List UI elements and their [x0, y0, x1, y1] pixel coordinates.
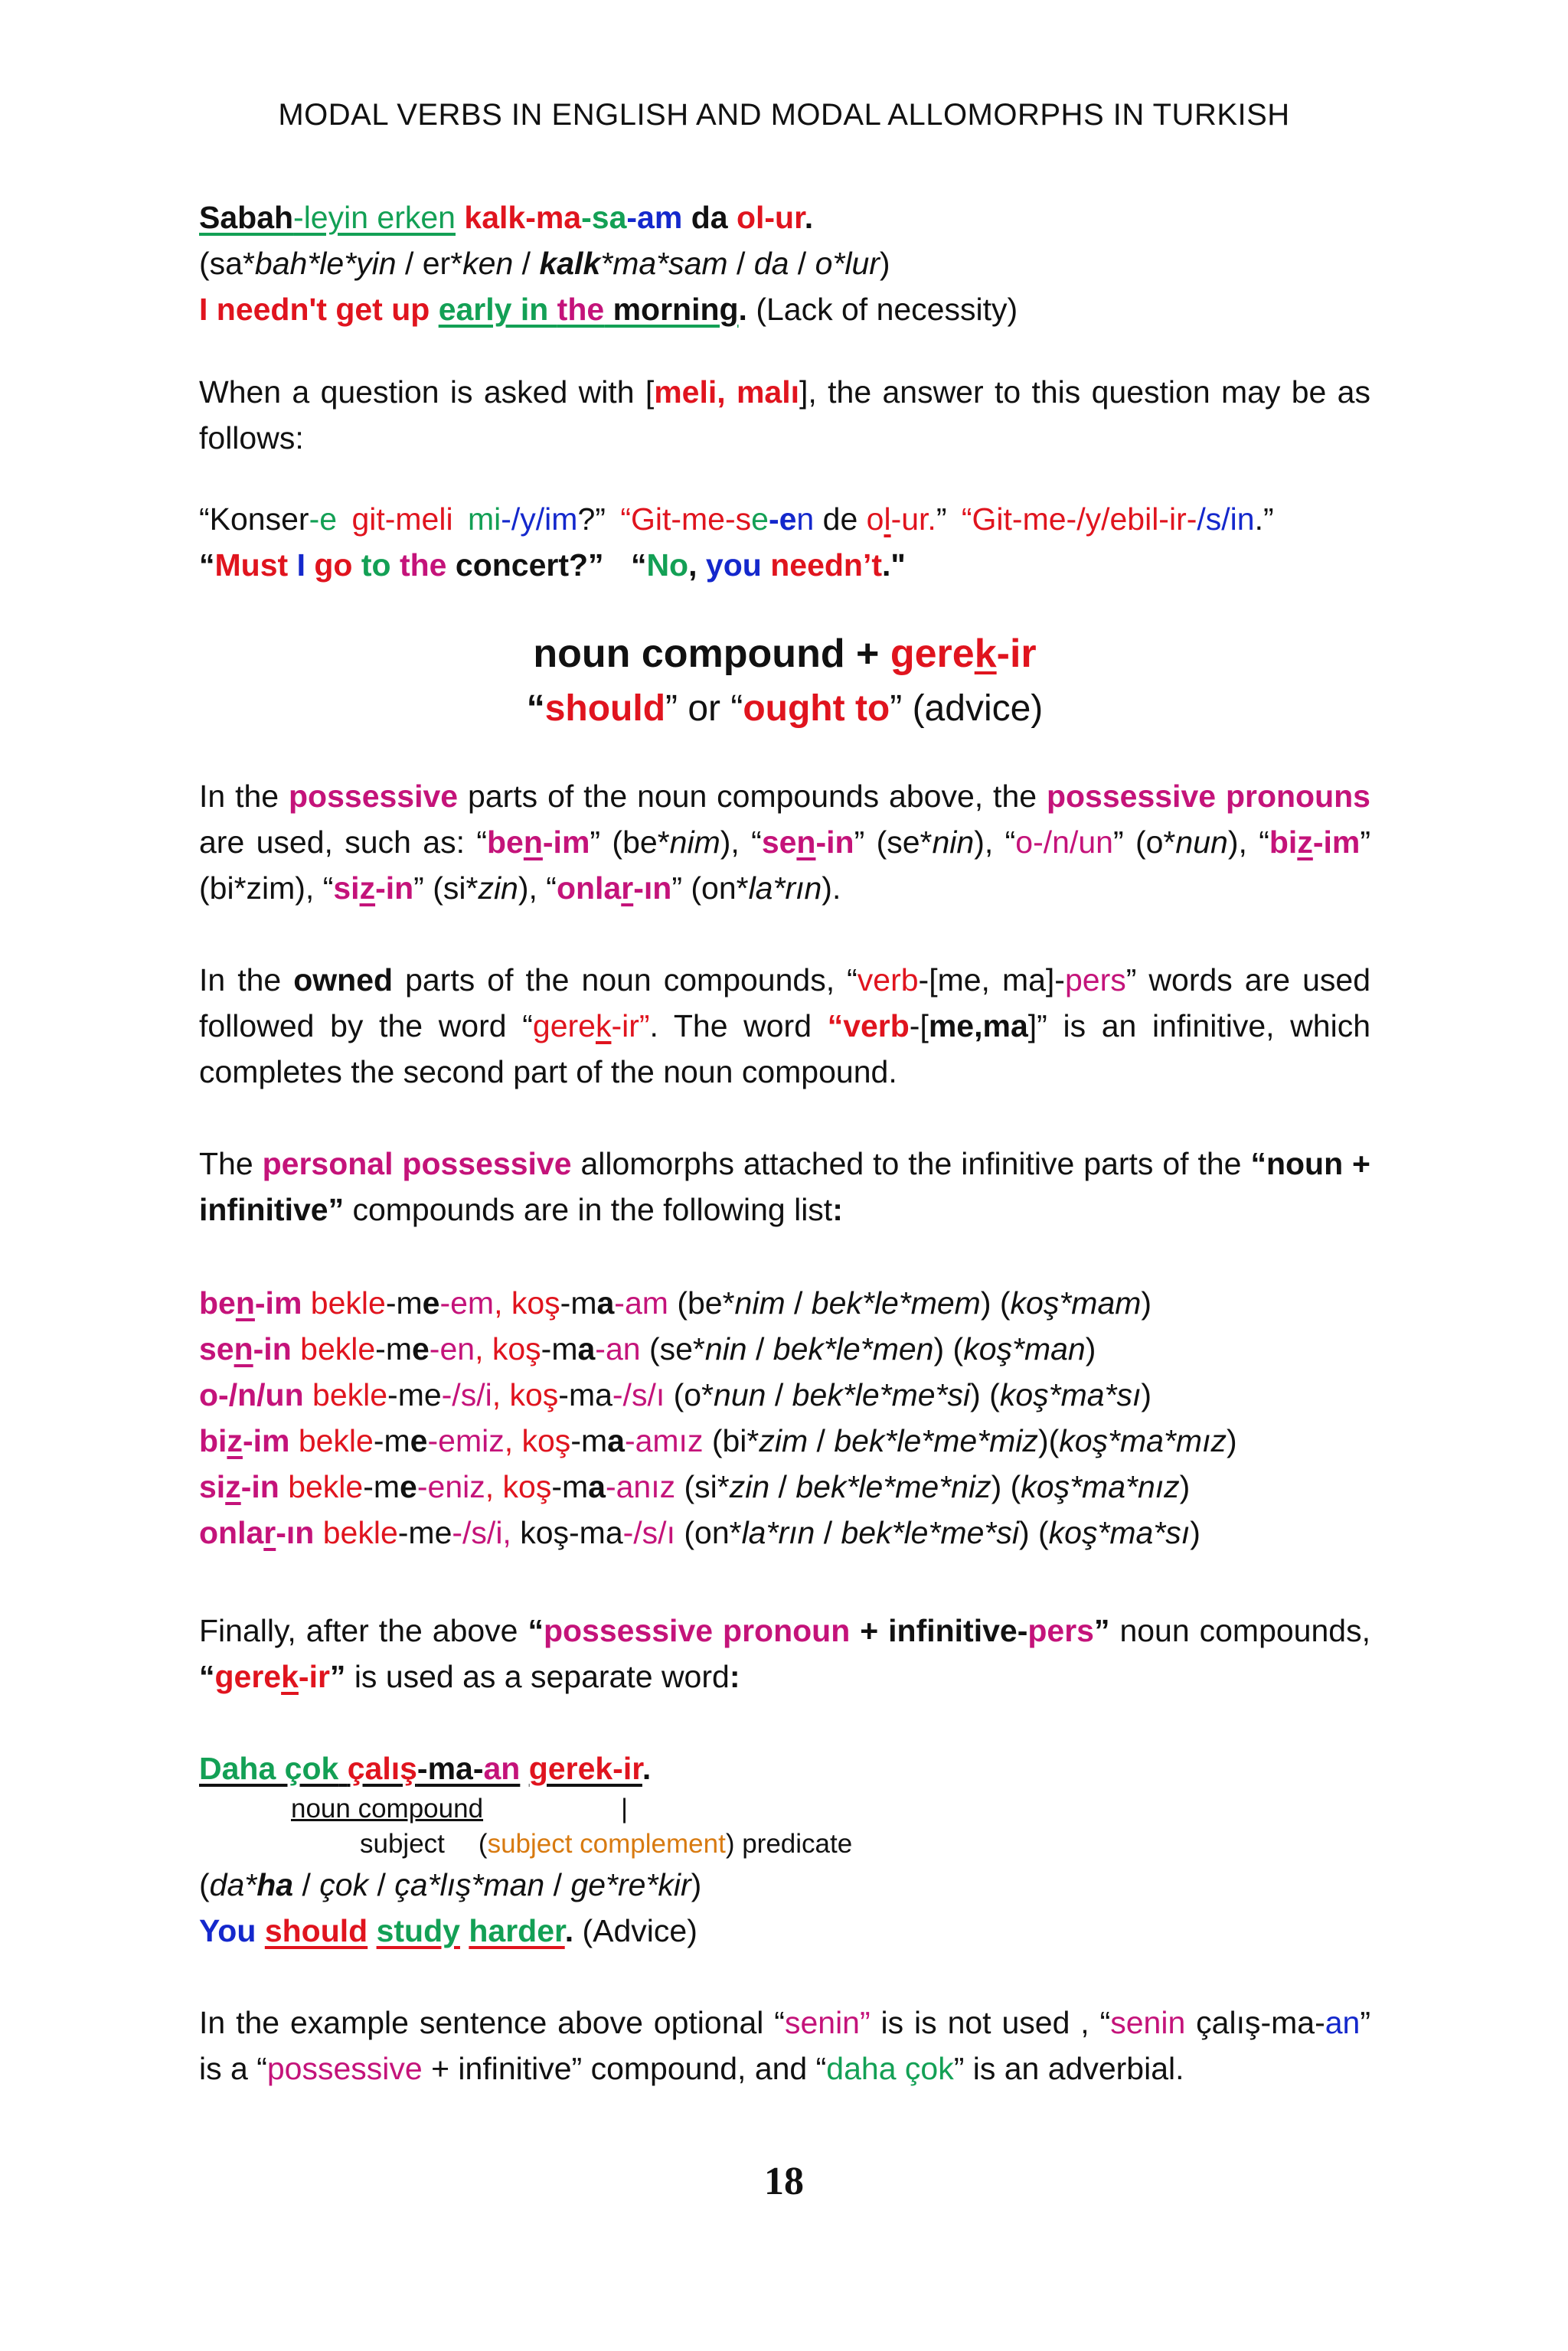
running-header: MODAL VERBS IN ENGLISH AND MODAL ALLOMORPHS IN TURKISH: [278, 98, 1290, 132]
paragraph-explanation: In the example sentence above optional “senin” is is not used , “senin çalış-ma-an” is a “possessive + infinitive” compound, and “daha çok” is an adverbial.: [199, 2005, 1370, 2086]
page-number: 18: [764, 2160, 804, 2203]
conjugation-row: biz-im bekle-me-emiz, koş-ma-amız (bi*zim / bek*le*me*miz)(koş*ma*mız): [199, 1423, 1237, 1458]
example-1: [199, 194, 1370, 332]
example-1-english: I needn't get up early in the morning. (Lack of necessity): [199, 292, 1018, 327]
example-1-turkish: Sabah-leyin erken kalk-ma-sa-am da ol-ur.: [199, 200, 814, 235]
example-1-pronunciation: (sa*bah*le*yin / er*ken / kalk*ma*sam / da / o*lur): [199, 246, 890, 281]
paragraph-possessive: In the possessive parts of the noun compounds above, the possessive pronouns are used, such as: “ben-im” (be*nim), “sen-in” (se*nin), “o-/n/un” (o*nun), “biz-im” (bi*zim), “siz-in” (si*zin), “onlar-ın” (on*la*rın).: [199, 779, 1370, 906]
paragraph-owned: In the owned parts of the noun compounds, “verb-[me, ma]-pers” words are used followed by the word “gerek-ir”. The word “verb-[me,ma]” is an infinitive, which completes the second part of the noun compound.: [199, 962, 1370, 1089]
dialog-english: “Must I go to the concert?” “No, you needn’t.": [199, 547, 906, 583]
section-title-line-1: noun compound + gerek-ir: [533, 632, 1037, 676]
example-dialog: [199, 496, 1370, 588]
example-2-english: You should study harder. (Advice): [199, 1913, 697, 1948]
conjugation-row: ben-im bekle-me-em, koş-ma-am (be*nim / bek*le*mem) (koş*mam): [199, 1285, 1152, 1321]
example-2-pronunciation: (da*ha / çok / ça*lış*man / ge*re*kir): [199, 1867, 702, 1902]
paragraph-personal-possessive: The personal possessive allomorphs attached to the infinitive parts of the “noun + infinitive” compounds are in the following list:: [199, 1146, 1370, 1227]
conjugation-row: o-/n/un bekle-me-/s/i, koş-ma-/s/ı (o*nun / bek*le*me*si) (koş*ma*sı): [199, 1377, 1152, 1412]
section-title-line-2: “should” or “ought to” (advice): [526, 688, 1044, 729]
section-title: [199, 626, 1370, 736]
conjugation-list: [199, 1280, 1370, 1556]
example-2-grammar-labels: subject (subject complement) predicate: [360, 1829, 853, 1859]
dialog-turkish: “Konser-e git-meli mi-/y/im?” “Git-me-se-en de ol-ur.” “Git-me-/y/ebil-ir-/s/in.”: [199, 501, 1274, 537]
conjugation-row: onlar-ın bekle-me-/s/i, koş-ma-/s/ı (on*la*rın / bek*le*me*si) (koş*ma*sı): [199, 1515, 1200, 1550]
conjugation-row: sen-in bekle-me-en, koş-ma-an (se*nin / bek*le*men) (koş*man): [199, 1331, 1096, 1367]
paragraph-finally: Finally, after the above “possessive pronoun + infinitive-pers” noun compounds, “gerek-ir” is used as a separate word:: [199, 1613, 1370, 1694]
conjugation-row: siz-in bekle-me-eniz, koş-ma-anız (si*zin / bek*le*me*niz) (koş*ma*nız): [199, 1469, 1191, 1504]
example-2: [199, 1745, 1370, 1954]
paragraph-question: When a question is asked with [meli, malı], the answer to this question may be as follows:: [199, 374, 1370, 456]
example-2-turkish: Daha çok çalış-ma-an gerek-ir.: [199, 1751, 652, 1786]
example-2-noun-compound-label: noun compound |: [291, 1794, 629, 1824]
